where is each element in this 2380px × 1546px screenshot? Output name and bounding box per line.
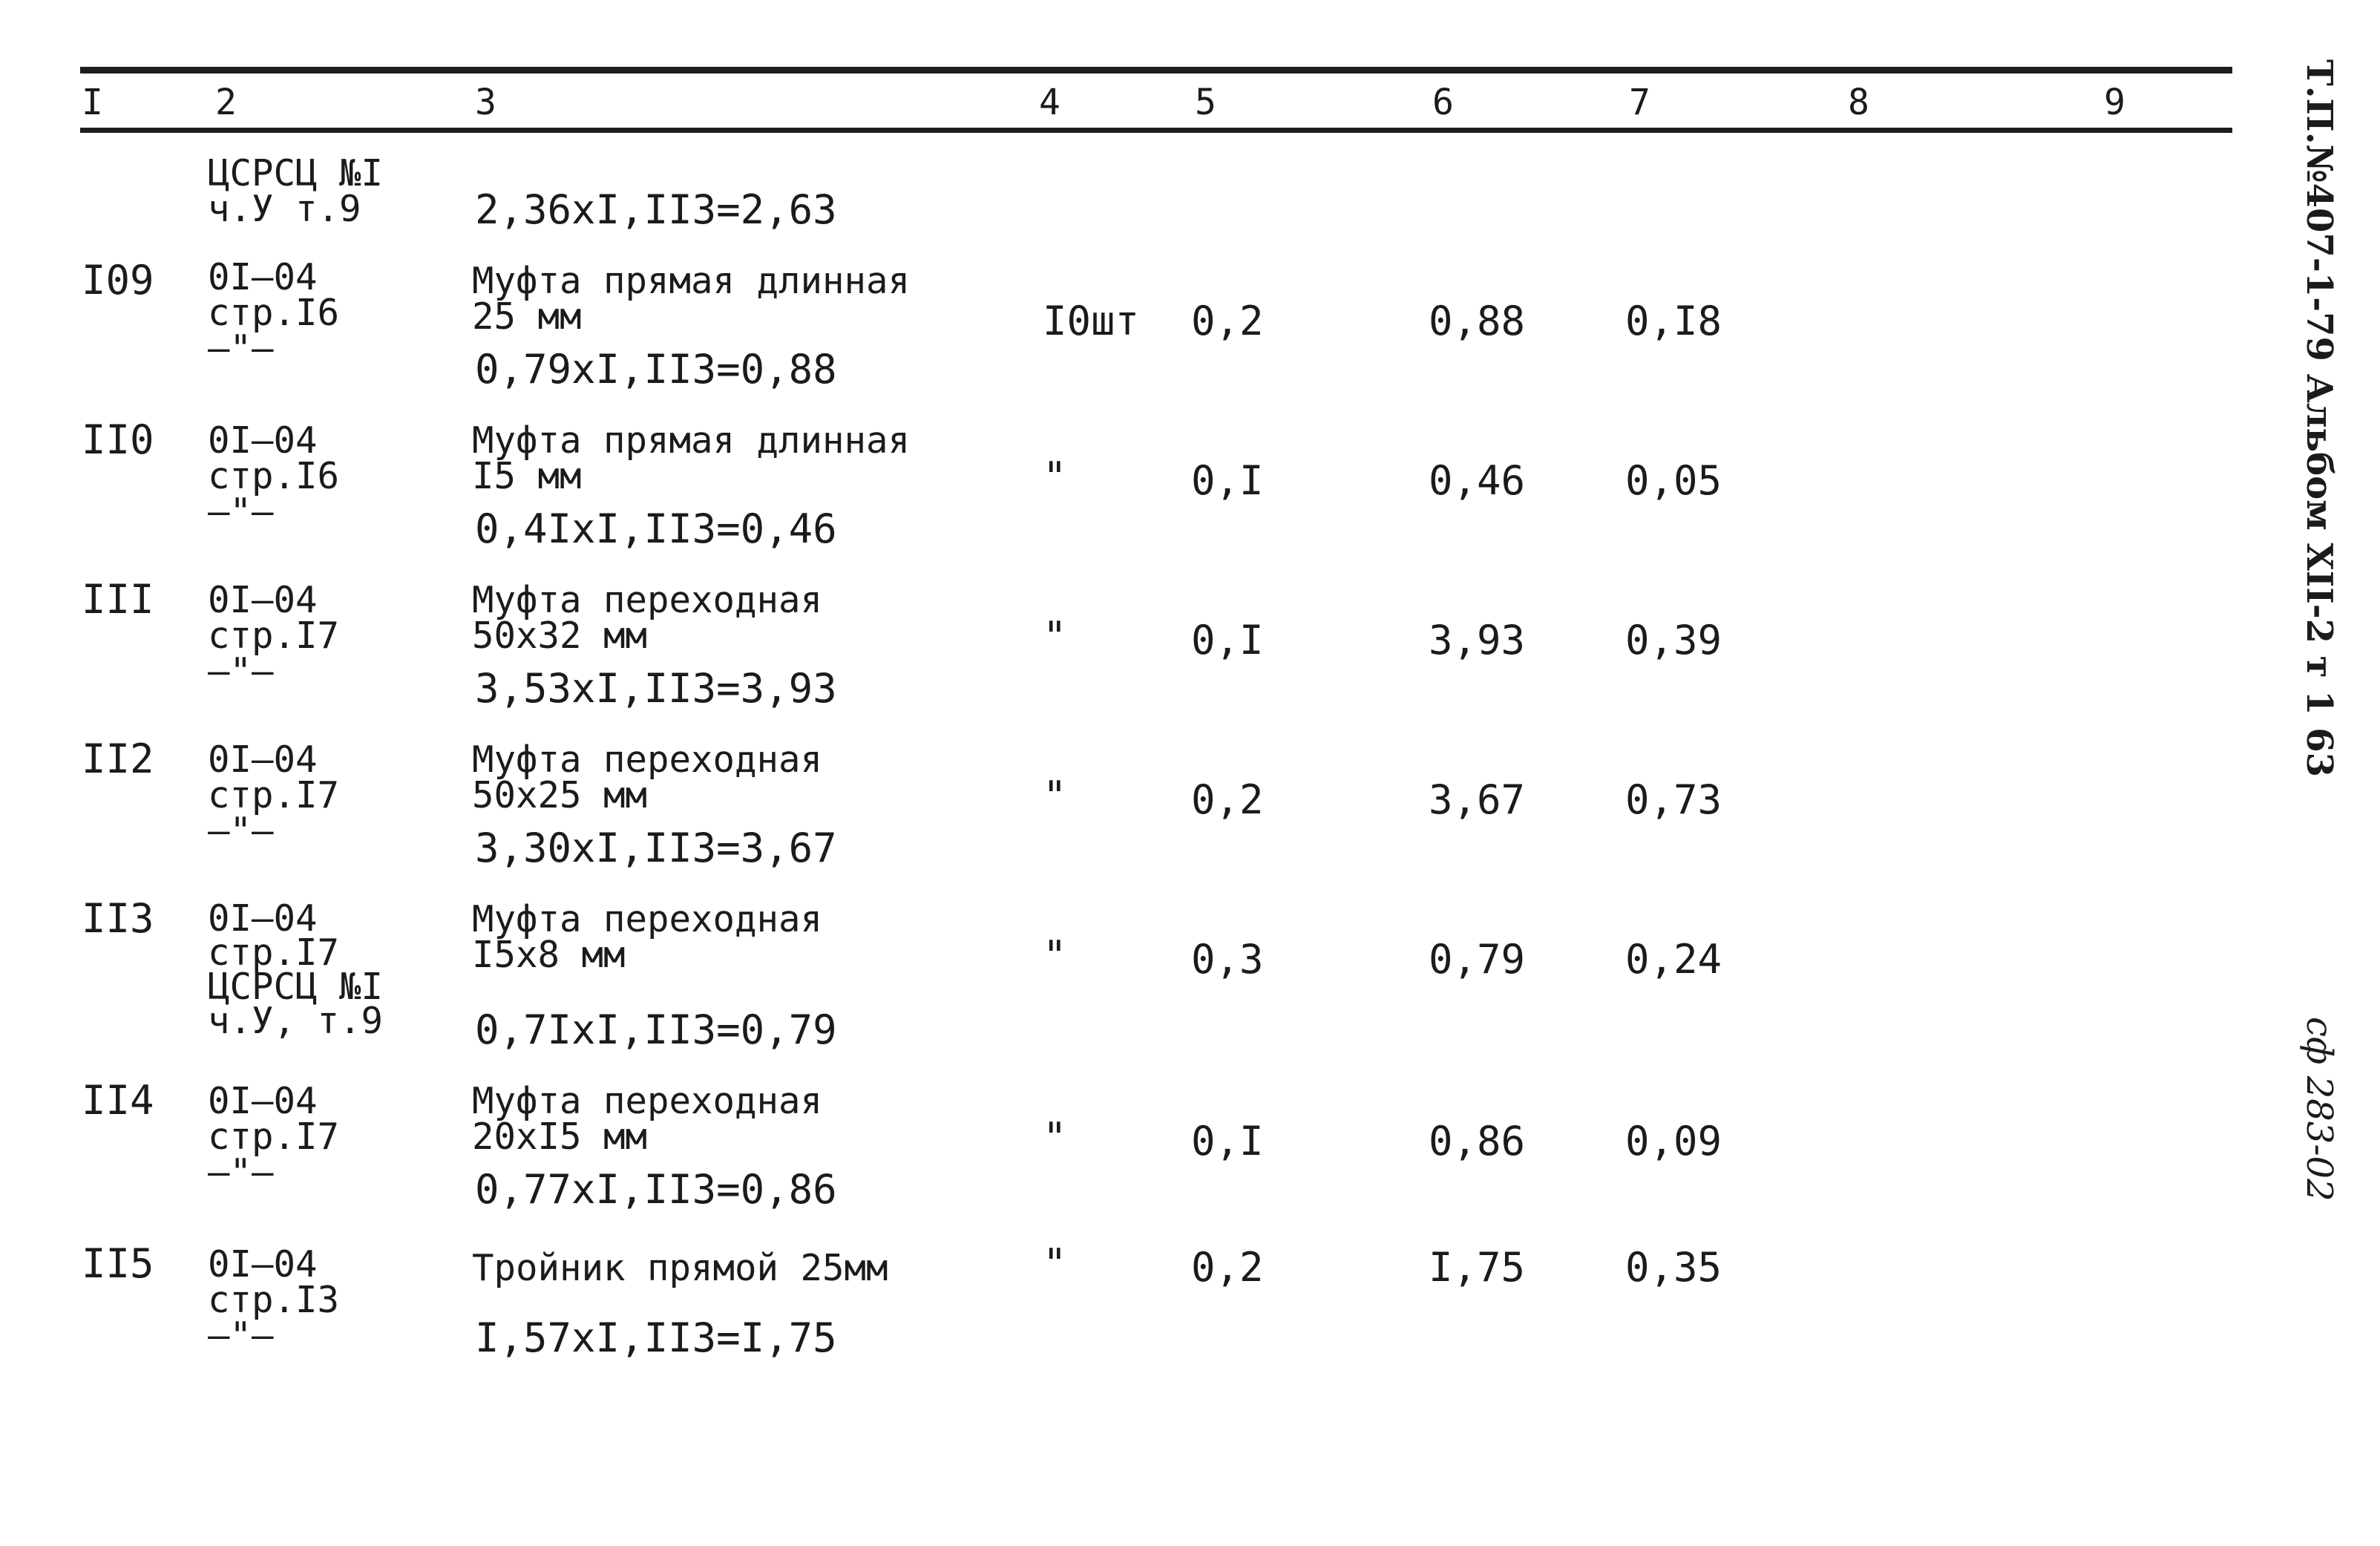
row-unit: " — [1043, 613, 1067, 660]
row-number: II3 — [82, 895, 154, 942]
col-header-4: 4 — [1039, 82, 1060, 123]
row-formula: 3,30хI,II3=3,67 — [475, 825, 837, 871]
col-header-8: 8 — [1848, 82, 1869, 123]
row-formula: 0,79хI,II3=0,88 — [475, 346, 837, 393]
row-description: Муфта переходная I5х8 мм — [472, 898, 823, 976]
row-value-7: 0,05 — [1625, 457, 1722, 504]
row-value-6: I,75 — [1429, 1244, 1526, 1291]
row-unit: " — [1043, 1114, 1067, 1161]
row-qty: 0,I — [1191, 1118, 1264, 1165]
side-project-code: Т.П.№407-1-79 Альбом XII-2 т 1 63 — [2298, 59, 2340, 778]
row-formula: 0,7IхI,II3=0,79 — [475, 1006, 837, 1053]
row-formula: 3,53хI,II3=3,93 — [475, 665, 837, 712]
continuation-source: ЦСРСЦ №I ч.У т.9 — [208, 152, 384, 230]
row-qty: 0,I — [1191, 457, 1264, 504]
row-value-7: 0,I8 — [1625, 298, 1722, 344]
col-header-6: 6 — [1432, 82, 1454, 123]
row-formula: I,57хI,II3=I,75 — [475, 1314, 837, 1361]
row-value-6: 3,67 — [1429, 776, 1526, 823]
col-header-5: 5 — [1195, 82, 1216, 123]
row-description: Муфта прямая длинная I5 мм — [472, 419, 911, 497]
row-value-7: 0,73 — [1625, 776, 1722, 823]
row-value-6: 0,79 — [1429, 936, 1526, 983]
row-number: II5 — [82, 1240, 154, 1287]
row-qty: 0,2 — [1191, 776, 1264, 823]
row-source: 0I–04 стр.I7 –"– — [208, 579, 340, 692]
row-value-6: 0,88 — [1429, 298, 1526, 344]
col-header-1: I — [82, 82, 103, 123]
row-formula: 0,77хI,II3=0,86 — [475, 1166, 837, 1213]
row-value-7: 0,39 — [1625, 617, 1722, 664]
row-value-7: 0,09 — [1625, 1118, 1722, 1165]
row-source: 0I–04 стр.I6 –"– — [208, 419, 340, 533]
row-description: Тройник прямой 25мм — [472, 1247, 888, 1289]
row-value-7: 0,24 — [1625, 936, 1722, 983]
row-number: II2 — [82, 736, 154, 782]
row-source: 0I–04 стр.I3 –"– — [208, 1243, 340, 1357]
row-source: 0I–04 стр.I7 ЦСРСЦ №I ч.У, т.9 — [208, 897, 384, 1042]
row-formula: 0,4IхI,II3=0,46 — [475, 505, 837, 552]
col-header-3: 3 — [475, 82, 496, 123]
row-source: 0I–04 стр.I7 –"– — [208, 1080, 340, 1193]
row-qty: 0,I — [1191, 617, 1264, 664]
row-qty: 0,3 — [1191, 936, 1264, 983]
row-qty: 0,2 — [1191, 1244, 1264, 1291]
row-source: 0I–04 стр.I7 –"– — [208, 738, 340, 852]
row-description: Муфта переходная 50х32 мм — [472, 579, 823, 657]
header-rule — [80, 128, 2232, 133]
side-annotation — [2289, 59, 2349, 1321]
row-description: Муфта прямая длинная 25 мм — [472, 260, 911, 338]
col-header-7: 7 — [1629, 82, 1650, 123]
col-header-2: 2 — [215, 82, 237, 123]
row-value-6: 3,93 — [1429, 617, 1526, 664]
row-unit: " — [1043, 773, 1067, 819]
row-qty: 0,2 — [1191, 298, 1264, 344]
row-value-6: 0,46 — [1429, 457, 1526, 504]
row-description: Муфта переходная 50х25 мм — [472, 738, 823, 816]
row-unit: " — [1043, 932, 1067, 979]
continuation-formula: 2,36хI,II3=2,63 — [475, 186, 837, 233]
row-number: I09 — [82, 257, 154, 304]
row-unit: " — [1043, 453, 1067, 500]
col-header-9: 9 — [2104, 82, 2125, 123]
row-source: 0I–04 стр.I6 –"– — [208, 256, 340, 370]
top-rule — [80, 67, 2232, 73]
row-unit: I0шт — [1043, 298, 1140, 344]
side-handwritten-number: сф 283-02 — [2298, 1017, 2340, 1202]
row-value-7: 0,35 — [1625, 1244, 1722, 1291]
row-number: II4 — [82, 1077, 154, 1124]
row-unit: " — [1043, 1240, 1067, 1287]
row-number: III — [82, 576, 154, 623]
row-description: Муфта переходная 20хI5 мм — [472, 1080, 823, 1158]
row-value-6: 0,86 — [1429, 1118, 1526, 1165]
row-number: II0 — [82, 416, 154, 463]
